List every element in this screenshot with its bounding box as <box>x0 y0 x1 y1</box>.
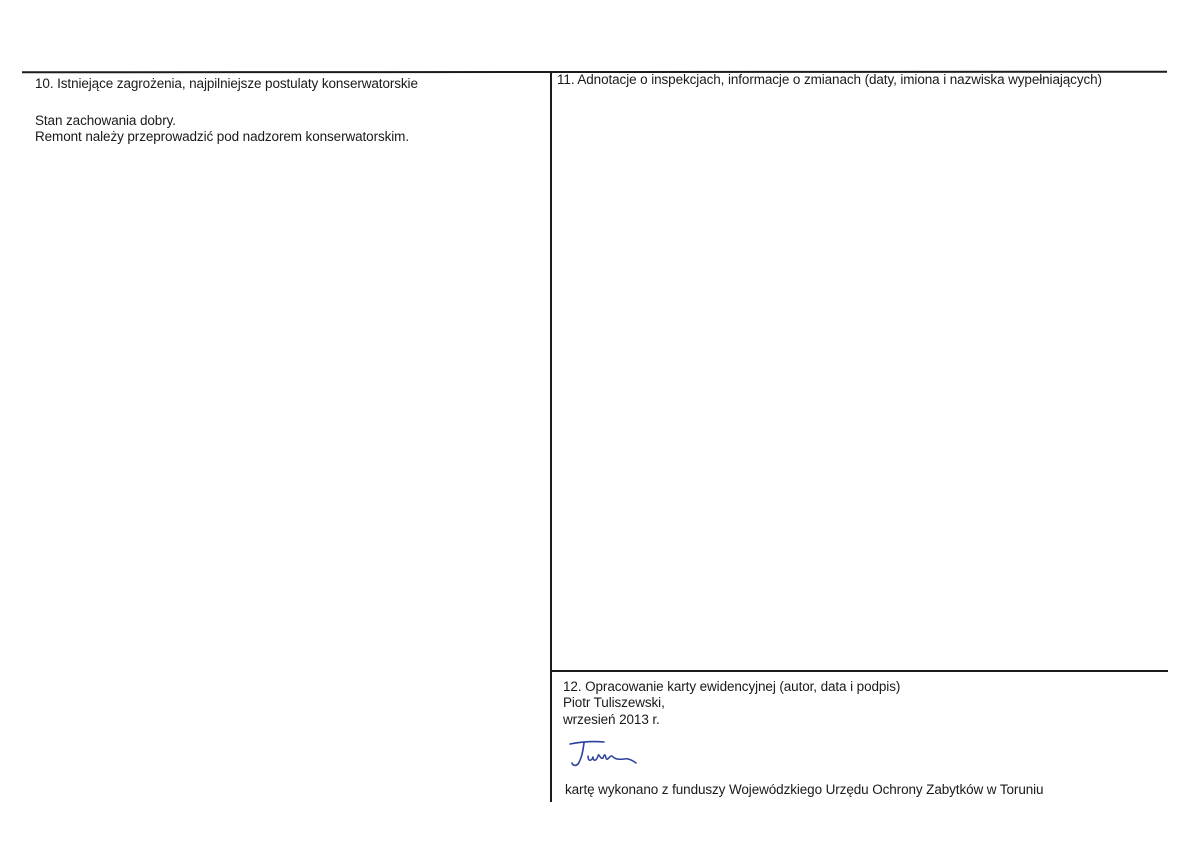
handwritten-signature-icon <box>566 738 646 774</box>
section10-line-2: Remont należy przeprowadzić pod nadzorem konserwatorskim. <box>35 129 409 144</box>
section10-heading: 10. Istniejące zagrożenia, najpilniejsze postulaty konserwatorskie <box>35 76 418 91</box>
section11-heading: 11. Adnotacje o inspekcjach, informacje o zmianach (daty, imiona i nazwiska wypełniających) <box>557 72 1102 87</box>
section12-top-line <box>551 670 1168 672</box>
preparation-date: wrzesień 2013 r. <box>563 712 660 727</box>
funding-note: kartę wykonano z funduszy Wojewódzkiego Urzędu Ochrony Zabytków w Toruniu <box>565 782 1044 797</box>
author-name: Piotr Tuliszewski, <box>563 695 665 710</box>
section10-line-1: Stan zachowania dobry. <box>35 113 176 128</box>
column-divider-line <box>550 72 552 802</box>
section12-heading: 12. Opracowanie karty ewidencyjnej (autor, data i podpis) <box>563 679 901 694</box>
